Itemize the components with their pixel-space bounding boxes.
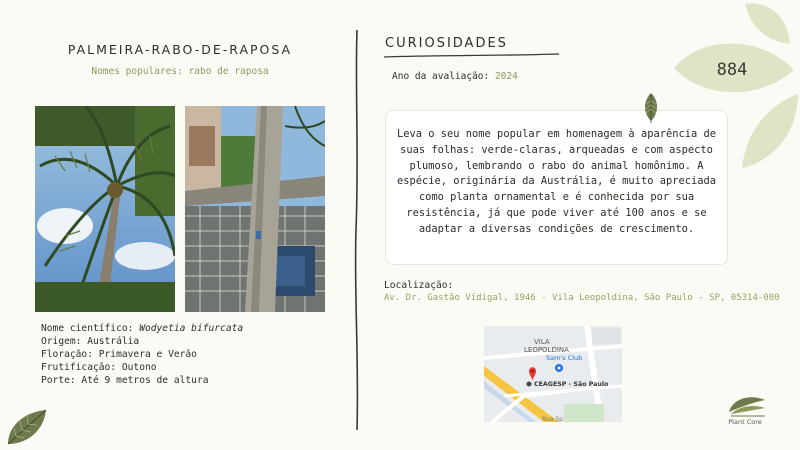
scientific-name-row xyxy=(41,322,243,335)
scientific-name-label: Nome científico: xyxy=(41,323,140,334)
flowering-row: Floração: Primavera e Verão xyxy=(41,349,197,360)
palm-leaf-icon xyxy=(643,93,659,123)
evaluation-year: 2024 xyxy=(494,71,518,82)
plant-facts xyxy=(41,322,243,387)
photo-palm-crown xyxy=(35,106,175,312)
store-pin-icon xyxy=(555,364,563,372)
curiosities-title: CURIOSIDADES xyxy=(385,36,508,51)
decorative-leaves xyxy=(670,0,800,170)
evaluation-label: Ano da avaliação: xyxy=(392,71,495,82)
location-map[interactable] xyxy=(484,326,622,422)
location-label: Localização: xyxy=(384,280,454,291)
evaluation-year-row xyxy=(392,71,518,82)
map-district-line1: VILA xyxy=(534,338,550,346)
title-underline xyxy=(384,53,559,59)
location-address: Av. Dr. Gastão Vidigal, 1946 - Vila Leopoldina, São Paulo - SP, 05314-000 xyxy=(384,293,780,303)
vertical-divider xyxy=(352,30,362,430)
record-id: 884 xyxy=(716,60,748,80)
fruiting-row: Frutificação: Outono xyxy=(41,362,157,373)
size-row: Porte: Até 9 metros de altura xyxy=(41,375,209,386)
map-street-label: Rua Sp xyxy=(542,416,563,422)
popular-names: Nomes populares: rabo de raposa xyxy=(91,66,269,77)
photo-palm-trunk xyxy=(185,106,325,312)
brand-logo-icon xyxy=(725,392,769,418)
origin-row: Origem: Austrália xyxy=(41,336,140,347)
palm-leaf-icon xyxy=(6,408,48,446)
map-district-line2: LEOPOLDINA xyxy=(524,346,569,354)
map-poi-marker: CEAGESP - São Paulo xyxy=(534,381,609,388)
description-text: Leva o seu nome popular em homenagem à aparência de suas folhas: verde-claras, arqueadas e com aspecto plumoso, lembrando o rabo do animal homônimo. A espécie, originária da Austrália, é muito apreciada como planta ornamental e é conhecida por sua resistência, já que pode viver até 100 anos e se adaptar a diversas condições de crescimento. xyxy=(396,128,717,235)
brand-name: Plant Core xyxy=(728,418,762,426)
scientific-name: Wodyetia bifurcata xyxy=(139,323,244,334)
map-poi-store: Sam's Club xyxy=(546,354,583,362)
plant-title: PALMEIRA-RABO-DE-RAPOSA xyxy=(67,42,293,57)
